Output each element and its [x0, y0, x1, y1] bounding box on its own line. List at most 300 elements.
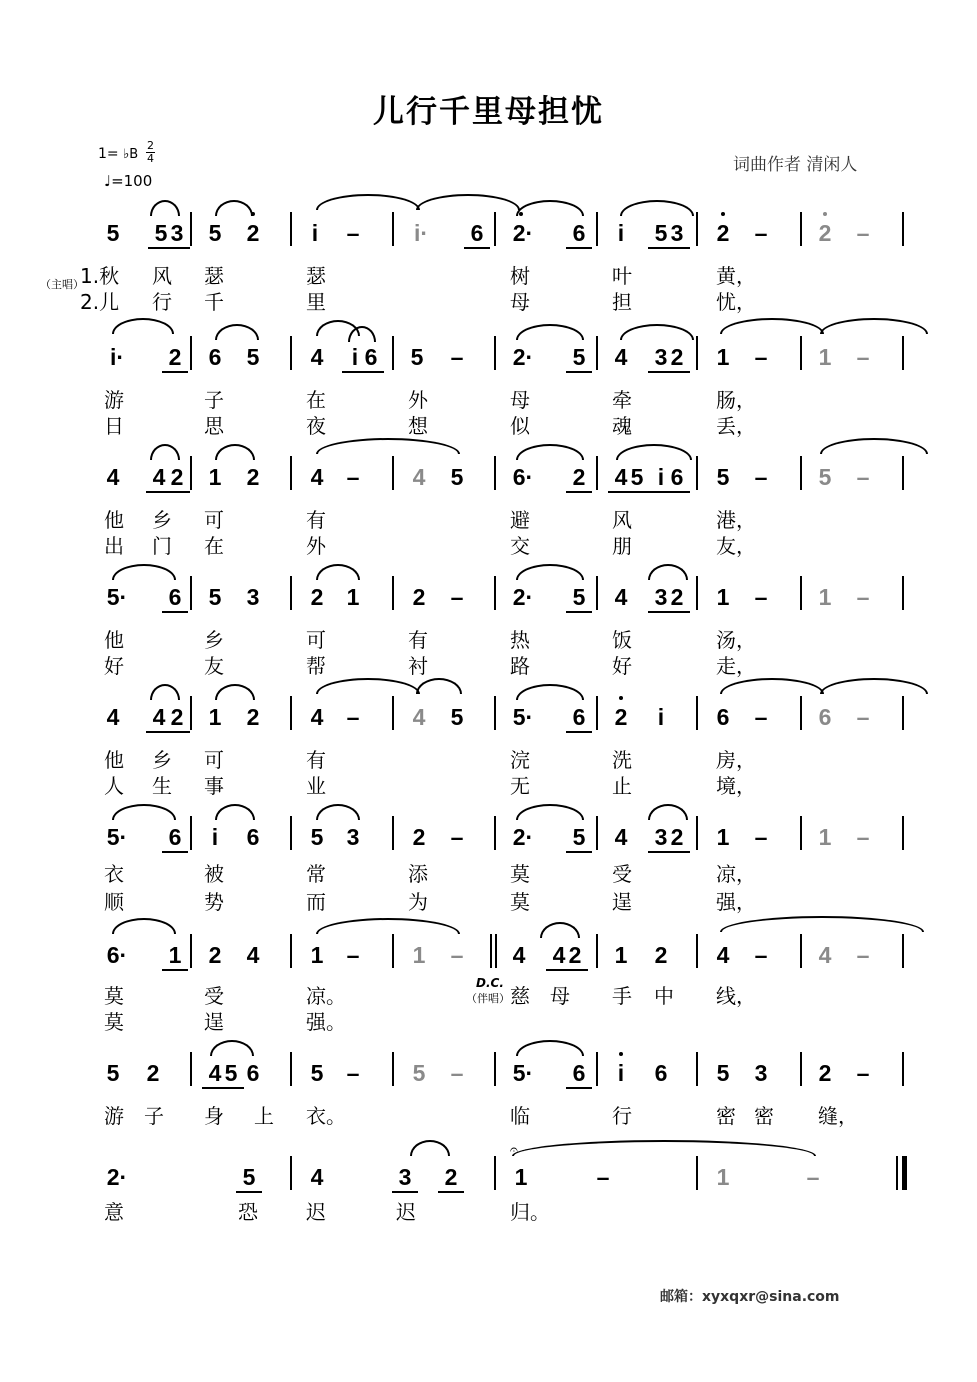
slur	[316, 804, 360, 820]
note: 5	[818, 464, 832, 490]
note: 5·	[512, 704, 534, 730]
slur	[516, 1040, 584, 1056]
slur	[516, 684, 584, 700]
note: 2	[310, 584, 324, 610]
lyrics-verse-2	[104, 1006, 904, 1032]
lyric: 迟	[396, 1200, 416, 1224]
lyric: 莫	[510, 862, 530, 886]
barline	[392, 696, 394, 730]
lyric: 凉，	[716, 862, 756, 886]
key-label: 1=	[98, 146, 119, 162]
lyric: 母	[510, 290, 530, 314]
barline	[696, 1052, 698, 1086]
role-accomp-label: （伴唱）	[466, 992, 510, 1005]
slur	[416, 194, 520, 210]
note: 2	[412, 824, 426, 850]
note: 5·	[106, 824, 128, 850]
lyric: 莫	[104, 1010, 124, 1034]
lyric: 人	[104, 774, 124, 798]
barline	[290, 934, 292, 968]
lyric: 友	[204, 654, 224, 678]
lyric: 帮	[306, 654, 326, 678]
note: 2·	[512, 220, 534, 246]
note: –	[856, 704, 870, 730]
note: –	[856, 344, 870, 370]
note: –	[856, 942, 870, 968]
note: 2	[208, 942, 222, 968]
barline	[190, 816, 192, 850]
note: 2	[246, 220, 260, 246]
barline	[596, 212, 598, 246]
note: 2	[164, 464, 190, 493]
note: –	[450, 942, 464, 968]
double-barline	[495, 934, 497, 968]
lyric: 2.儿	[80, 290, 120, 314]
note: i	[617, 220, 625, 246]
note: 6	[664, 464, 690, 493]
lyric: 忧，	[716, 290, 756, 314]
barline	[800, 816, 802, 850]
note: 2·	[512, 344, 534, 370]
barline	[902, 212, 904, 246]
lyrics-verse-2	[104, 410, 904, 436]
lyric: 肠，	[716, 388, 756, 412]
barline	[494, 576, 496, 610]
lyric: 可	[204, 748, 224, 772]
note: 4	[106, 704, 120, 730]
lyric: 门	[152, 534, 172, 558]
lyric: 在	[204, 534, 224, 558]
lyric: 线，	[716, 984, 756, 1008]
note: i	[342, 344, 368, 373]
barline	[902, 816, 904, 850]
note: 2	[246, 704, 260, 730]
barline	[596, 696, 598, 730]
barline	[800, 576, 802, 610]
barline	[800, 336, 802, 370]
slur	[215, 200, 253, 216]
slur	[516, 324, 584, 340]
lyric: 顺	[104, 890, 124, 914]
high-dot	[519, 212, 523, 216]
author-credit: 词曲作者 清闲人	[733, 155, 858, 175]
email-footer: 邮箱：xyxqxr@sina.com	[660, 1289, 840, 1305]
slur	[215, 444, 255, 460]
note: 4	[716, 942, 730, 968]
barline	[494, 1052, 496, 1086]
note: 2	[818, 220, 832, 246]
lyric: 港，	[716, 508, 756, 532]
note: 5·	[106, 584, 128, 610]
note: 1	[818, 584, 832, 610]
note: 2·	[512, 824, 534, 850]
lyric: 夜	[306, 414, 326, 438]
lyrics-verse-1	[104, 624, 904, 650]
lyric: 他	[104, 628, 124, 652]
note: 4	[512, 942, 526, 968]
note: 5·	[512, 1060, 534, 1086]
lyrics-verse-1	[104, 980, 904, 1006]
lyric: 密	[716, 1104, 736, 1128]
lyric: 好	[612, 654, 632, 678]
slur	[516, 444, 584, 460]
note: 5	[566, 344, 592, 373]
lyric: 归。	[510, 1200, 550, 1224]
role-main-label: （主唱）	[40, 278, 84, 291]
lyric: 有	[306, 508, 326, 532]
barline	[290, 336, 292, 370]
lyric: 饭	[612, 628, 632, 652]
barline	[290, 456, 292, 490]
note: 2	[412, 584, 426, 610]
high-dot	[619, 1052, 623, 1056]
time-denominator: 4	[147, 152, 154, 165]
lyric: 慈	[510, 984, 530, 1008]
note: 1	[818, 344, 832, 370]
note: –	[806, 1164, 820, 1190]
barline	[696, 816, 698, 850]
high-dot	[619, 696, 623, 700]
note: –	[856, 464, 870, 490]
time-numerator: 2	[147, 139, 154, 152]
lyric: 受	[612, 862, 632, 886]
note: 4	[310, 1164, 324, 1190]
note: 4	[546, 942, 572, 971]
notes-row	[100, 932, 910, 972]
lyric: 受	[204, 984, 224, 1008]
barline	[190, 696, 192, 730]
note: –	[450, 824, 464, 850]
lyrics-verse-1	[104, 1196, 904, 1222]
slur	[316, 918, 460, 934]
note: 3	[648, 824, 674, 853]
lyric: 似	[510, 414, 530, 438]
lyric: 他	[104, 508, 124, 532]
lyric: 有	[408, 628, 428, 652]
note: 5	[412, 1060, 426, 1086]
slur	[316, 564, 360, 580]
lyric: 被	[204, 862, 224, 886]
lyrics-verse-2	[104, 770, 904, 796]
slur	[616, 444, 692, 460]
note: –	[450, 344, 464, 370]
note: 4	[614, 584, 628, 610]
note: 5	[106, 1060, 120, 1086]
lyric: 担	[612, 290, 632, 314]
notes-row	[100, 814, 910, 854]
slur	[648, 564, 688, 580]
note: 6·	[512, 464, 534, 490]
note: 3	[648, 584, 674, 613]
barline	[596, 336, 598, 370]
slur	[516, 804, 584, 820]
lyric: 为	[408, 890, 428, 914]
lyric: 外	[408, 388, 428, 412]
lyric: 里	[306, 290, 326, 314]
lyric: 添	[408, 862, 428, 886]
lyrics-verse-1	[104, 384, 904, 410]
note: 6	[654, 1060, 668, 1086]
barline	[800, 934, 802, 968]
barline	[902, 336, 904, 370]
note: 5	[106, 220, 120, 246]
slur	[648, 804, 688, 820]
barline	[902, 456, 904, 490]
note: 2	[664, 584, 690, 613]
lyric: 生	[152, 774, 172, 798]
lyric: 境，	[716, 774, 756, 798]
final-barline-thick	[902, 1156, 907, 1190]
note: 5	[310, 824, 324, 850]
lyric: 可	[204, 508, 224, 532]
note: 3	[346, 824, 360, 850]
note: 1	[716, 1164, 730, 1190]
note: –	[346, 942, 360, 968]
lyric: 子	[144, 1104, 164, 1128]
note: 4	[146, 464, 172, 493]
barline	[800, 456, 802, 490]
note: 5	[450, 704, 464, 730]
note: i	[211, 824, 219, 850]
note: 6	[464, 220, 490, 249]
lyric: 身	[204, 1104, 224, 1128]
slur	[512, 1140, 816, 1156]
lyric: 汤，	[716, 628, 756, 652]
lyric: 游	[104, 388, 124, 412]
slur	[215, 684, 255, 700]
note: 6	[566, 1060, 592, 1089]
barline	[696, 456, 698, 490]
lyric: 衣	[104, 862, 124, 886]
lyric: 逞	[204, 1010, 224, 1034]
lyric: 树	[510, 264, 530, 288]
lyric: 业	[306, 774, 326, 798]
lyrics-verse-1	[104, 744, 904, 770]
note: –	[754, 704, 768, 730]
lyric: 乡	[204, 628, 224, 652]
lyric: 丢，	[716, 414, 756, 438]
lyric: 1.秋	[80, 264, 120, 288]
barline	[902, 576, 904, 610]
note: –	[346, 1060, 360, 1086]
lyric: 思	[204, 414, 224, 438]
note: –	[856, 1060, 870, 1086]
slur	[112, 318, 174, 334]
double-barline	[490, 934, 492, 968]
notes-row	[100, 694, 910, 734]
note: 1	[310, 942, 324, 968]
lyric: 好	[104, 654, 124, 678]
lyric: 莫	[510, 890, 530, 914]
barline	[392, 816, 394, 850]
note: –	[754, 824, 768, 850]
barline	[392, 934, 394, 968]
note: 3	[754, 1060, 768, 1086]
lyric: 莫	[104, 984, 124, 1008]
note: 5	[208, 584, 222, 610]
notes-row	[100, 210, 910, 250]
barline	[696, 212, 698, 246]
lyric: 风	[612, 508, 632, 532]
slur	[820, 678, 928, 694]
lyric: 迟	[306, 1200, 326, 1224]
lyric: 子	[204, 388, 224, 412]
note: 6	[246, 824, 260, 850]
note: 3	[648, 344, 674, 373]
slur	[410, 1140, 450, 1156]
barline	[190, 1052, 192, 1086]
note: 5	[246, 344, 260, 370]
lyric: 缝，	[818, 1104, 858, 1128]
note: 4	[614, 824, 628, 850]
barline	[596, 1052, 598, 1086]
notes-row	[100, 1142, 910, 1194]
lyric: 瑟	[204, 264, 224, 288]
lyric: 手	[612, 984, 632, 1008]
note: 6	[208, 344, 222, 370]
lyric: 意	[104, 1200, 124, 1224]
lyric: 魂	[612, 414, 632, 438]
note: 1	[162, 942, 188, 971]
lyric: 瑟	[306, 264, 326, 288]
lyrics-verse-1	[104, 504, 904, 530]
high-dot	[823, 212, 827, 216]
lyric: 而	[306, 890, 326, 914]
barline	[800, 212, 802, 246]
barline	[290, 576, 292, 610]
slur	[150, 200, 180, 216]
note: 5	[716, 1060, 730, 1086]
note: 4	[608, 464, 634, 493]
slur	[620, 200, 694, 216]
slur	[316, 438, 460, 454]
notes-row	[100, 1050, 910, 1090]
lyric: 可	[306, 628, 326, 652]
barline	[800, 696, 802, 730]
slur	[112, 918, 176, 934]
note: 4	[310, 464, 324, 490]
note: 2	[438, 1164, 464, 1193]
note: i	[617, 1060, 625, 1086]
lyric: 密	[754, 1104, 774, 1128]
slur	[112, 564, 176, 580]
lyric: 逞	[612, 890, 632, 914]
barline	[696, 336, 698, 370]
note: 5	[218, 1060, 244, 1089]
slur	[112, 804, 176, 820]
note: 1	[208, 464, 222, 490]
note: 4	[818, 942, 832, 968]
lyric: 洗	[612, 748, 632, 772]
note: 1	[818, 824, 832, 850]
note: 5	[716, 464, 730, 490]
lyrics-verse-1	[104, 1100, 904, 1126]
slur	[150, 684, 180, 700]
slur	[720, 678, 824, 694]
slur	[416, 678, 462, 694]
lyric: 牵	[612, 388, 632, 412]
lyric: 事	[204, 774, 224, 798]
notes-row	[100, 454, 910, 494]
note: –	[450, 584, 464, 610]
note: –	[754, 464, 768, 490]
barline	[190, 212, 192, 246]
lyric: 母	[550, 984, 570, 1008]
key-flat: ♭B	[123, 147, 139, 162]
note: –	[450, 1060, 464, 1086]
lyric: 想	[408, 414, 428, 438]
lyric: 友，	[716, 534, 756, 558]
note: –	[754, 584, 768, 610]
slur	[516, 200, 584, 216]
lyric: 在	[306, 388, 326, 412]
lyric: 临	[510, 1104, 530, 1128]
note: 6	[566, 220, 592, 249]
note: 1	[614, 942, 628, 968]
note: 2	[818, 1060, 832, 1086]
lyric: 朋	[612, 534, 632, 558]
note: 5	[624, 464, 650, 493]
barline	[392, 576, 394, 610]
barline	[190, 934, 192, 968]
barline	[494, 696, 496, 730]
slur	[215, 804, 255, 820]
lyric: 走，	[716, 654, 756, 678]
barline	[696, 934, 698, 968]
note: 1	[716, 584, 730, 610]
note: 2	[664, 824, 690, 853]
note: 4	[310, 704, 324, 730]
note: 1	[716, 824, 730, 850]
note: 2	[164, 704, 190, 733]
lyric: 有	[306, 748, 326, 772]
barline	[290, 1156, 292, 1190]
lyric: 强。	[306, 1010, 346, 1034]
notes-row	[100, 574, 910, 614]
note: 6	[162, 824, 188, 853]
barline	[800, 1052, 802, 1086]
slur	[620, 324, 694, 340]
note: 2·	[106, 1164, 128, 1190]
note: 2	[654, 942, 668, 968]
note: 1	[716, 344, 730, 370]
lyric: 避	[510, 508, 530, 532]
final-barline-thin	[896, 1156, 898, 1190]
note: –	[856, 824, 870, 850]
time-signature	[146, 140, 155, 165]
lyric: 黄，	[716, 264, 756, 288]
note: 4	[412, 704, 426, 730]
slur	[820, 318, 928, 334]
note: 3	[664, 220, 690, 249]
note: 2	[162, 344, 188, 373]
note: 5	[236, 1164, 262, 1193]
barline	[596, 456, 598, 490]
lyric: 恐	[238, 1200, 258, 1224]
note: 4	[146, 704, 172, 733]
lyric: 风	[152, 264, 172, 288]
lyric: 常	[306, 862, 326, 886]
lyric: 叶	[612, 264, 632, 288]
note: 3	[392, 1164, 418, 1193]
barline	[290, 212, 292, 246]
note: 6	[358, 344, 384, 373]
lyric: 衣。	[306, 1104, 346, 1128]
barline	[190, 576, 192, 610]
note: 5	[566, 824, 592, 853]
note: 1	[514, 1164, 528, 1190]
barline	[902, 1052, 904, 1086]
